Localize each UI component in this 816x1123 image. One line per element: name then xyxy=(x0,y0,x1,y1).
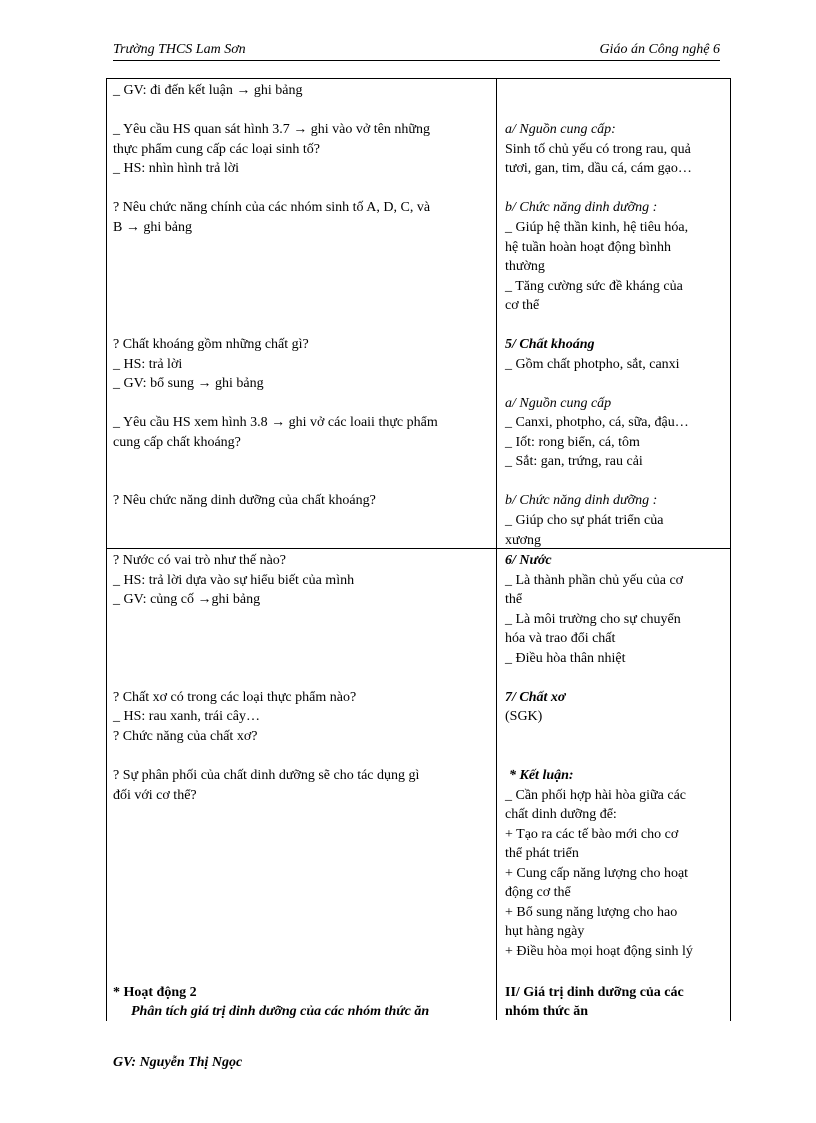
right-line: thường xyxy=(505,259,545,274)
right-line: _ Điều hòa thân nhiệt xyxy=(505,651,626,666)
right-line: _ Iốt: rong biển, cá, tôm xyxy=(505,435,640,450)
left-line: _ HS: nhìn hình trả lời xyxy=(113,161,240,176)
left-line: _ HS: rau xanh, trái cây… xyxy=(113,709,260,724)
section-heading: II/ Giá trị dinh dưỡng của các xyxy=(505,985,684,1000)
section-heading: 7/ Chất xơ xyxy=(505,690,566,705)
left-line: ? Nêu chức năng chính của các nhóm sinh tố A, D, C, và xyxy=(113,200,431,215)
school-name: Trường THCS Lam Sơn xyxy=(113,42,246,57)
activity-heading: * Hoạt động 2 xyxy=(113,985,197,1000)
right-line: + Tạo ra các tế bào mới cho cơ xyxy=(505,827,679,842)
right-line: + Bổ sung năng lượng cho hao xyxy=(505,905,678,920)
right-line: _ Giúp cho sự phát triển của xyxy=(505,513,664,528)
right-line: _ Là môi trường cho sự chuyển xyxy=(505,612,681,627)
right-line: _ Cần phối hợp hài hòa giữa các xyxy=(505,788,686,803)
right-line: động cơ thể xyxy=(505,885,571,900)
left-line: _ GV: bổ sung → ghi bảng xyxy=(113,376,264,391)
left-line: _ GV: củng cố →ghi bảng xyxy=(113,592,261,607)
right-line: b/ Chức năng dinh dưỡng : xyxy=(505,200,658,215)
left-line: cung cấp chất khoáng? xyxy=(113,435,241,450)
right-line: b/ Chức năng dinh dưỡng : xyxy=(505,493,658,508)
section-heading: 5/ Chất khoáng xyxy=(505,337,595,352)
left-line: _ Yêu cầu HS xem hình 3.8 → ghi vở các loaii thực phẩm xyxy=(113,415,438,430)
right-line: chất dinh dưỡng để: xyxy=(505,807,617,822)
row-divider xyxy=(106,548,730,549)
left-line: B → ghi bảng xyxy=(113,220,192,235)
right-line: a/ Nguồn cung cấp xyxy=(505,396,612,411)
left-line: _ GV: đi đến kết luận → ghi bảng xyxy=(113,83,303,98)
right-line: _ Gồm chất photpho, sắt, canxi xyxy=(505,357,680,372)
right-line: Sinh tố chủ yếu có trong rau, quả xyxy=(505,142,691,157)
right-line: + Cung cấp năng lượng cho hoạt xyxy=(505,866,689,881)
right-line: cơ thể xyxy=(505,298,540,313)
right-line: hụt hàng ngày xyxy=(505,924,585,939)
right-line: _ Sắt: gan, trứng, rau cải xyxy=(505,454,643,469)
right-line: thể phát triển xyxy=(505,846,579,861)
subject-name: Giáo án Công nghệ 6 xyxy=(599,42,720,57)
activity-subheading: Phân tích giá trị dinh dưỡng của các nhóm thức ăn xyxy=(131,1004,430,1019)
page-header xyxy=(113,40,720,61)
section-heading: nhóm thức ăn xyxy=(505,1004,589,1019)
right-line: _ Là thành phần chủ yếu của cơ xyxy=(505,573,684,588)
left-line: _ HS: trả lời dựa vào sự hiểu biết của mình xyxy=(113,573,355,588)
left-line: ? Chất xơ có trong các loại thực phẩm nào? xyxy=(113,690,357,705)
right-line: thể xyxy=(505,592,523,607)
left-line: đối với cơ thể? xyxy=(113,788,197,803)
right-line: _ Giúp hệ thần kinh, hệ tiêu hóa, xyxy=(505,220,689,235)
right-line: a/ Nguồn cung cấp: xyxy=(505,122,616,137)
right-line: (SGK) xyxy=(505,709,543,724)
section-heading: 6/ Nước xyxy=(505,553,552,568)
right-line: tươi, gan, tim, dầu cá, cám gạo… xyxy=(505,161,692,176)
right-line: xương xyxy=(505,533,541,548)
left-line: _ HS: trả lời xyxy=(113,357,183,372)
right-line: _ Canxi, photpho, cá, sữa, đậu… xyxy=(505,415,689,430)
left-line: ? Sự phân phối của chất dinh dưỡng sẽ cho tác dụng gì xyxy=(113,768,420,783)
left-line: ? Nước có vai trò như thế nào? xyxy=(113,553,287,568)
left-line: ? Chất khoáng gồm những chất gì? xyxy=(113,337,309,352)
right-line: _ Tăng cường sức đề kháng của xyxy=(505,279,683,294)
right-line: hóa và trao đổi chất xyxy=(505,631,616,646)
left-line: _ Yêu cầu HS quan sát hình 3.7 → ghi vào vở tên những xyxy=(113,122,430,137)
right-line: hệ tuần hoàn hoạt động bìnhh xyxy=(505,240,672,255)
left-line: ? Chức năng của chất xơ? xyxy=(113,729,258,744)
column-divider xyxy=(496,78,497,1020)
left-line: ? Nêu chức năng dinh dưỡng của chất khoáng? xyxy=(113,493,376,508)
right-line: + Điều hòa mọi hoạt động sinh lý xyxy=(505,944,693,959)
left-line: thực phẩm cung cấp các loại sinh tố? xyxy=(113,142,321,157)
teacher-name: GV: Nguyễn Thị Ngọc xyxy=(113,1055,243,1070)
conclusion-heading: * Kết luận: xyxy=(509,768,574,783)
